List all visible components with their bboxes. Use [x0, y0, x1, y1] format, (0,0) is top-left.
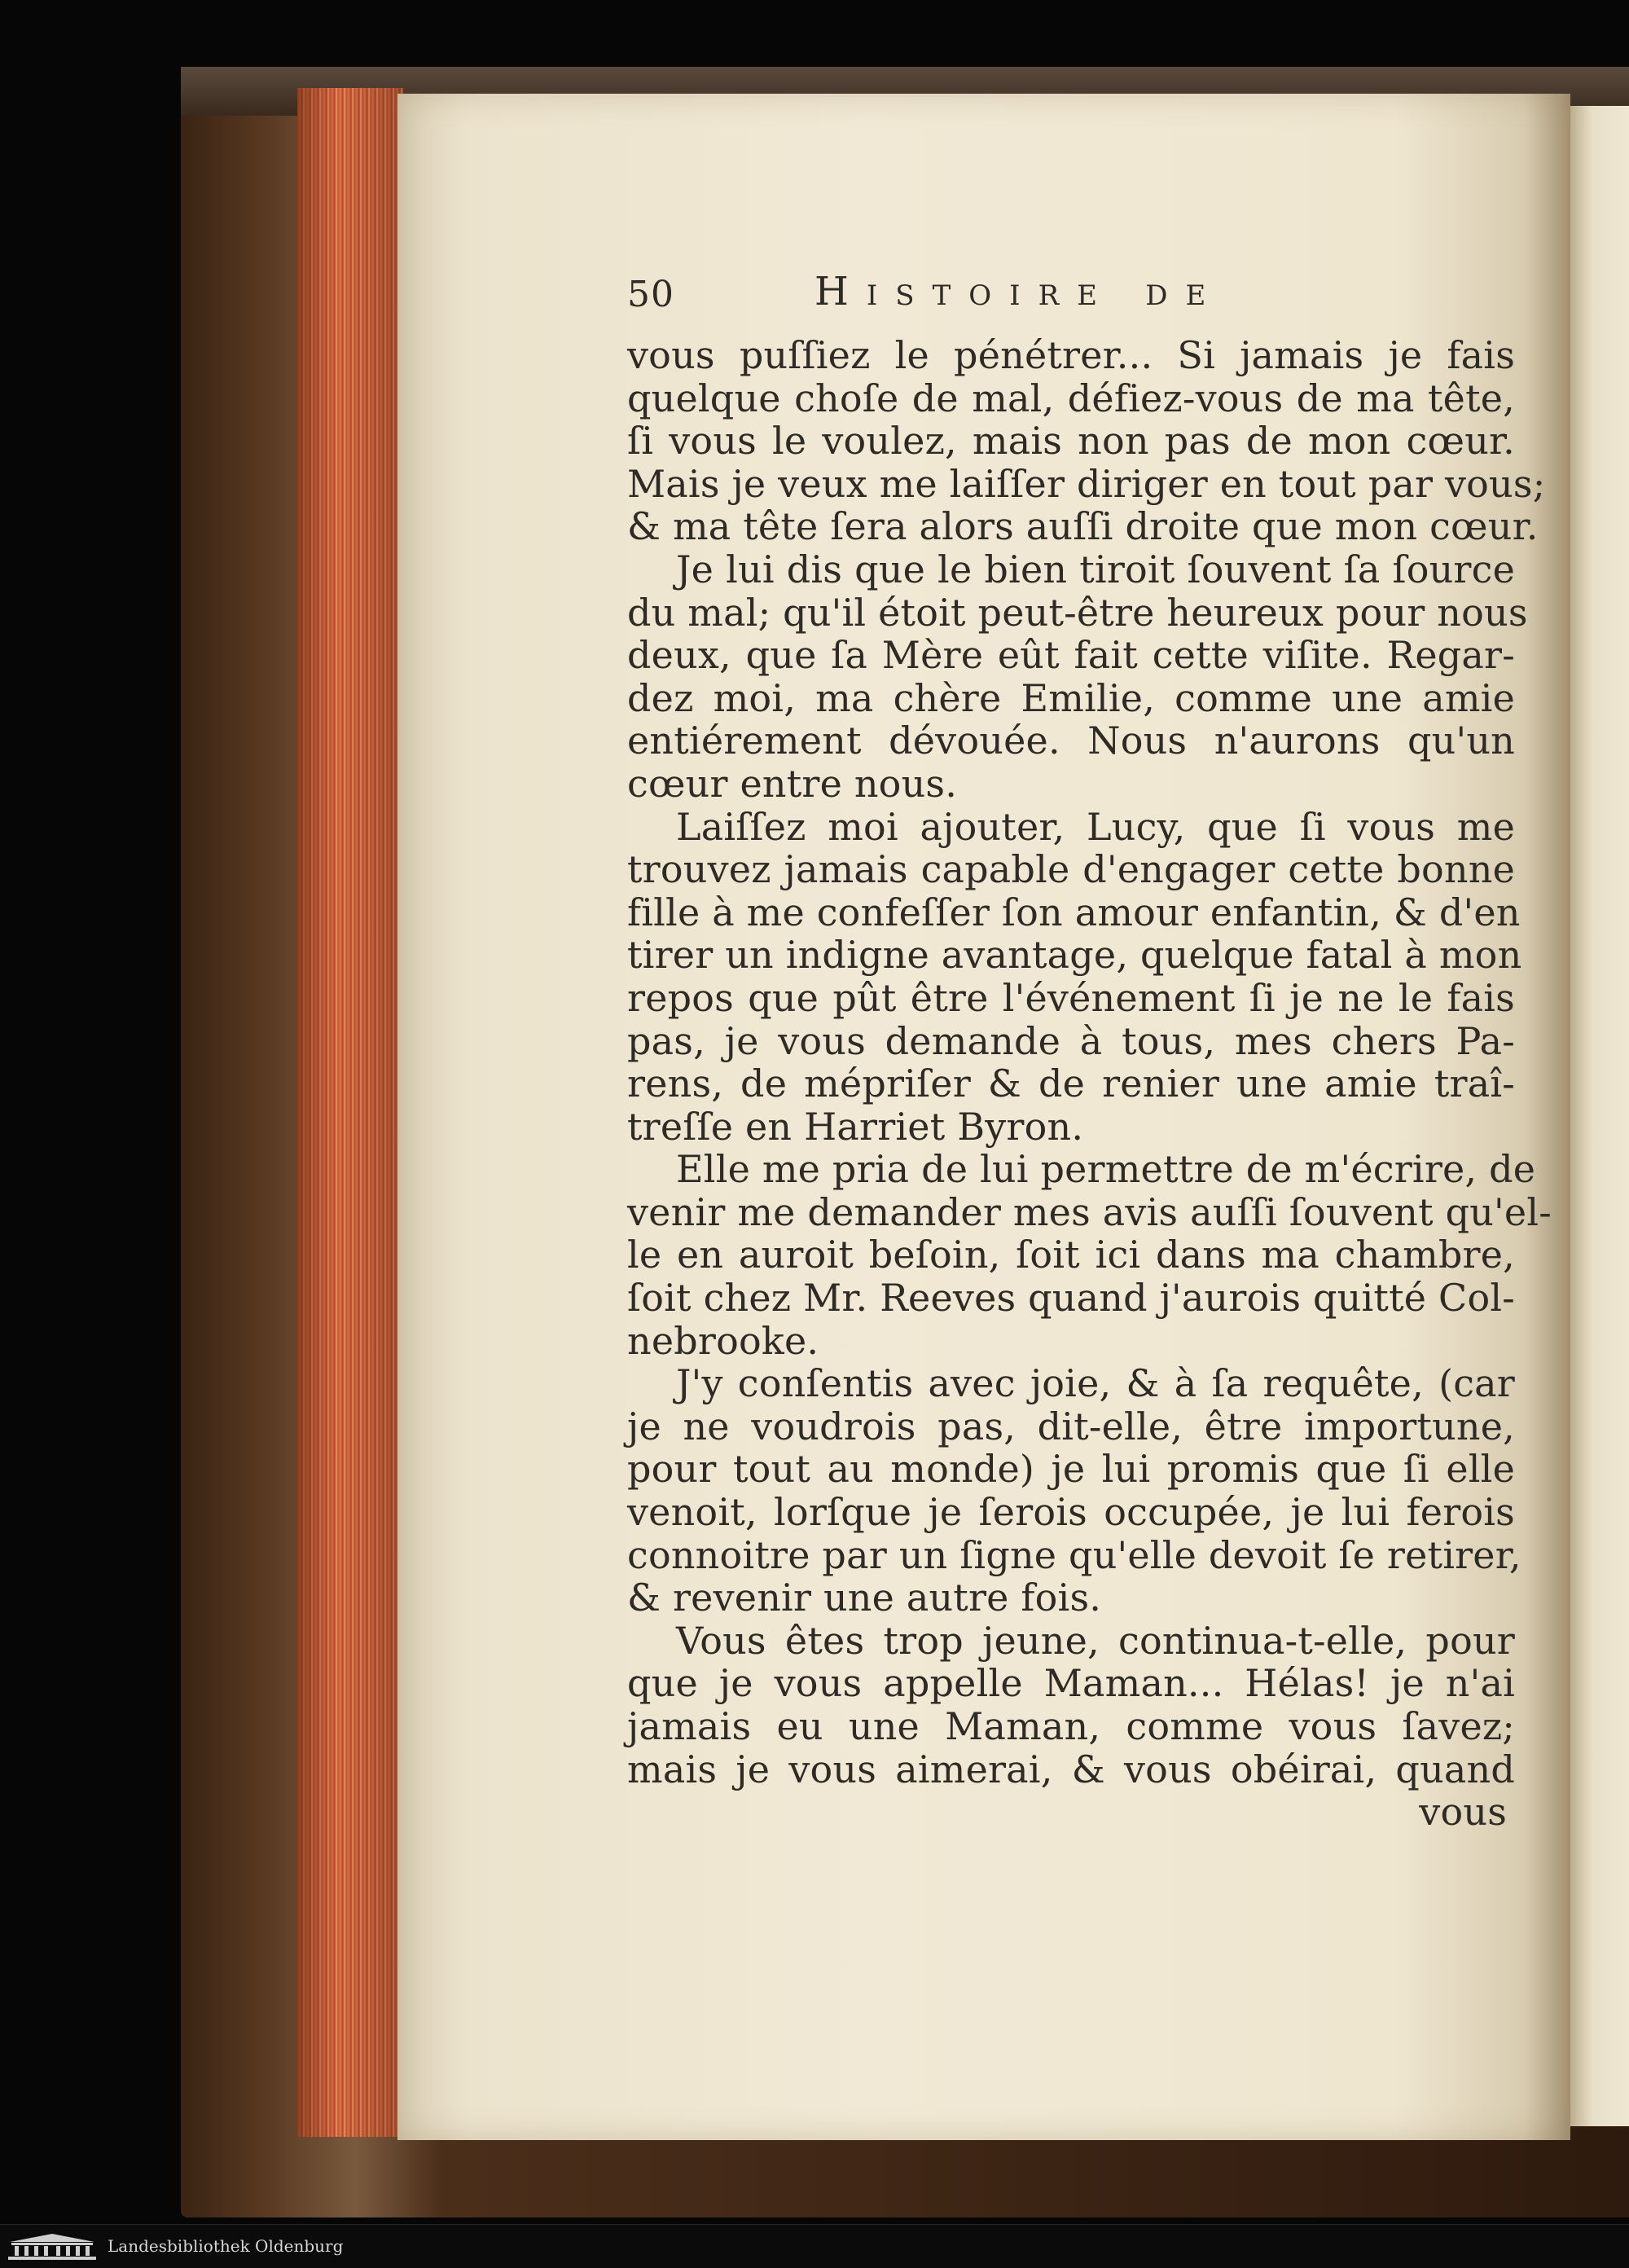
text-line: fille à me confeſſer ſon amour enfantin, & d'en — [627, 890, 1521, 934]
text-line: mais je vous aimerai, & vous obéirai, quand — [627, 1747, 1515, 1791]
text-line: du mal; qu'il étoit peut-être heureux pour nous — [627, 590, 1528, 635]
text-line: deux, que ſa Mère eût fait cette viſite. Regar- — [627, 633, 1515, 678]
text-line: Mais je veux me laiſſer diriger en tout par vous; — [627, 461, 1546, 506]
text-line: que je vous appelle Maman... Hélas! je n'ai — [627, 1661, 1515, 1706]
institution-label: Landesbibliothek Oldenburg — [108, 2236, 344, 2256]
text-line: venir me demander mes avis auſſi ſouvent qu'el- — [627, 1189, 1552, 1234]
text-line: venoit, lorſque je ſerois occupée, je lui ferois — [627, 1490, 1515, 1535]
text-line: Elle me pria de lui permettre de m'écrire, de — [676, 1147, 1536, 1192]
text-line: trouvez jamais capable d'engager cette bonne — [627, 847, 1515, 892]
text-line: connoitre par un ſigne qu'elle devoit ſe retirer, — [627, 1532, 1521, 1577]
text-line: nebrooke. — [627, 1318, 819, 1363]
text-line: & ma tête ſera alors auſſi droite que mon cœur. — [627, 504, 1539, 549]
catchword: vous — [1419, 1790, 1507, 1835]
text-line: ſoit chez Mr. Reeves quand j'aurois quitté Col- — [627, 1276, 1515, 1321]
text-line: Laiſſez moi ajouter, Lucy, que ſi vous me — [676, 804, 1515, 849]
text-line: J'y conſentis avec joie, & à ſa requête, (car — [676, 1361, 1515, 1406]
text-line: le en auroit beſoin, ſoit ici dans ma chambre, — [627, 1233, 1515, 1277]
text-line: cœur entre nous. — [627, 761, 958, 806]
page-text — [627, 269, 1552, 1835]
text-line: ſi vous le voulez, mais non pas de mon cœur. — [627, 419, 1515, 464]
footer-bar — [0, 2224, 1629, 2268]
page-number: 50 — [627, 274, 674, 315]
text-line: entiérement dévouée. Nous n'aurons qu'un — [627, 719, 1515, 763]
running-head: Histoire de — [814, 269, 1224, 314]
text-line: Vous êtes trop jeune, continua-t-elle, pour — [676, 1618, 1515, 1663]
text-line: Je lui dis que le bien tiroit ſouvent ſa ſource — [676, 547, 1515, 591]
text-line: quelque choſe de mal, défiez-vous de ma tête, — [627, 376, 1515, 420]
text-line: & revenir une autre fois. — [627, 1576, 1102, 1620]
text-line: repos que pût être l'événement ſi je ne le fais — [627, 975, 1515, 1020]
library-building-icon — [7, 2232, 98, 2261]
text-line: je ne voudrois pas, dit-elle, être importune, — [627, 1404, 1515, 1448]
text-line: vous puſſiez le pénétrer... Si jamais je fais — [627, 333, 1515, 377]
text-line: dez moi, ma chère Emilie, comme une amie — [627, 675, 1515, 720]
text-line: tirer un indigne avantage, quelque fatal à mon — [627, 933, 1522, 978]
text-lines — [627, 333, 1552, 1791]
page-header — [627, 270, 1515, 334]
text-line: jamais eu une Maman, comme vous ſavez; — [627, 1704, 1515, 1748]
text-line: pour tout au monde) je lui promis que ſi elle — [627, 1447, 1515, 1492]
text-line: rens, de mépriſer & de renier une amie traî- — [627, 1061, 1515, 1106]
facing-page — [1568, 106, 1629, 2126]
text-line: pas, je vous demande à tous, mes chers Pa- — [627, 1018, 1515, 1063]
text-line: treſſe en Harriet Byron. — [627, 1104, 1084, 1149]
